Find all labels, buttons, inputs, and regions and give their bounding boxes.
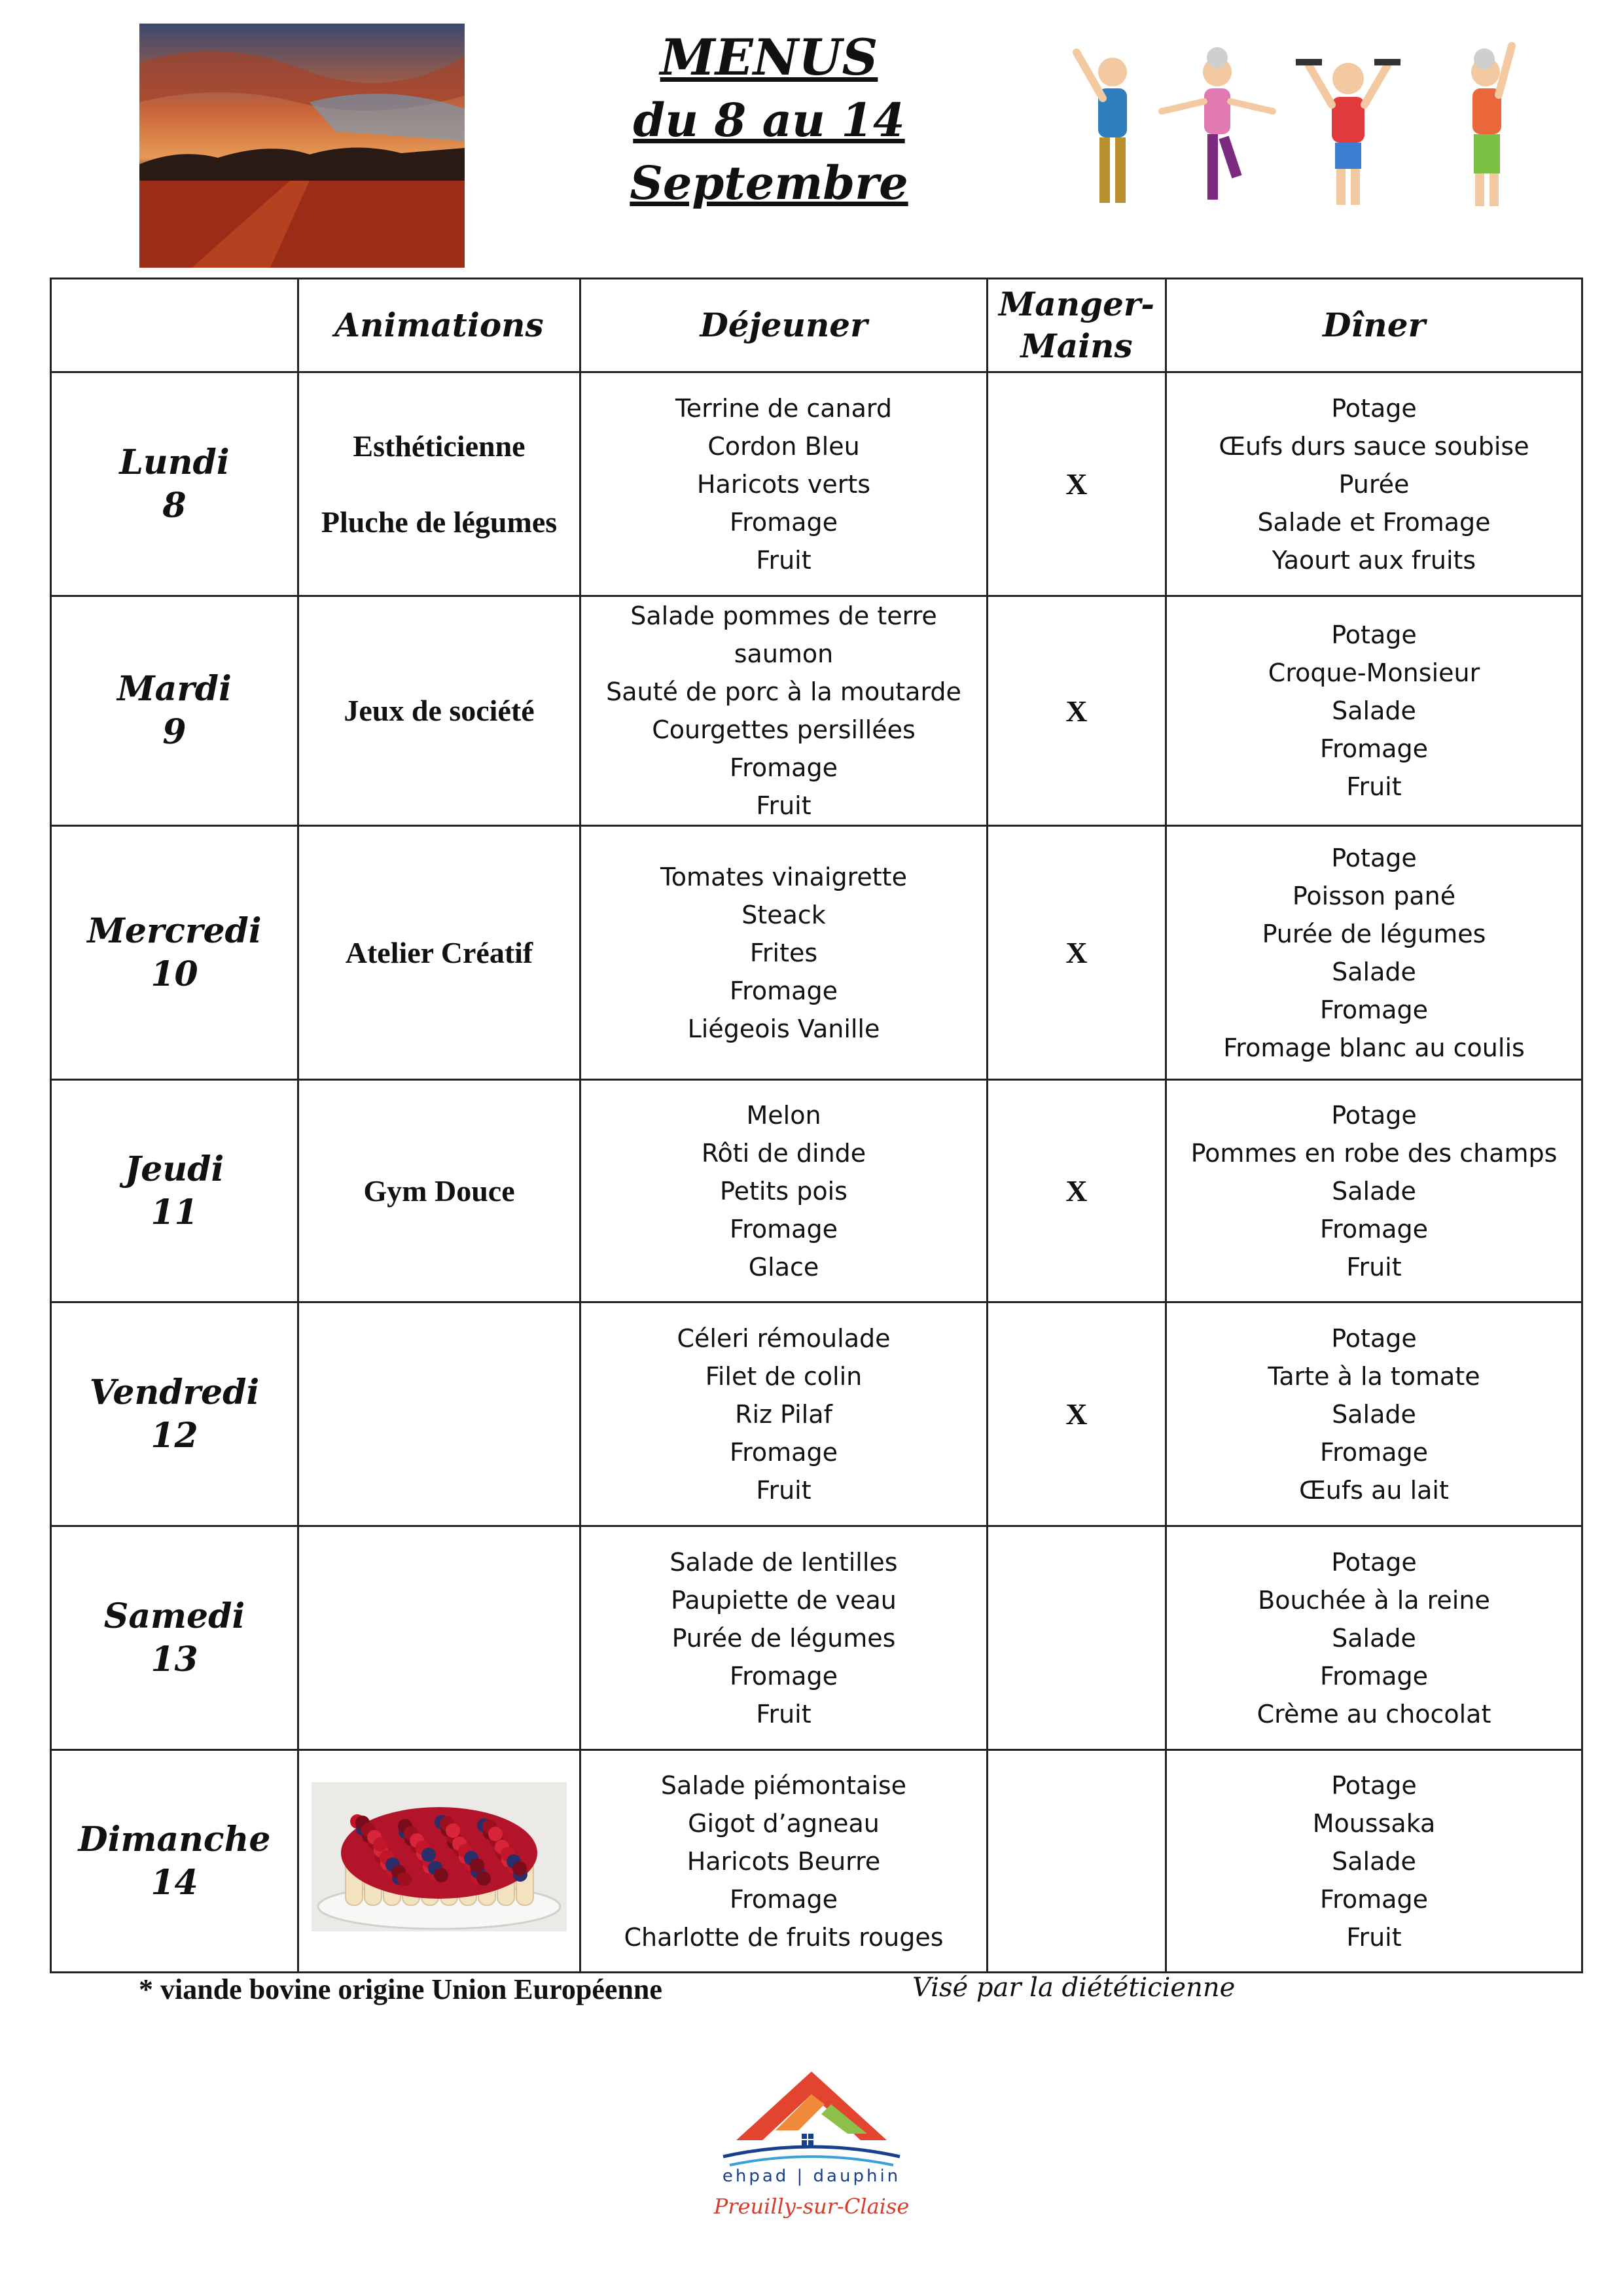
diner-dish: Crème au chocolat: [1257, 1699, 1491, 1729]
animation-spacer: [299, 465, 579, 503]
dejeuner-dish: Salade pommes de terre: [630, 601, 937, 630]
dejeuner-dish: Fromage: [730, 753, 838, 782]
day-name: Samedi: [103, 1596, 245, 1636]
day-row: [51, 596, 1582, 826]
dejeuner-cell: [580, 1526, 988, 1750]
dejeuner-dish: saumon: [734, 639, 834, 668]
diner-dish: Fromage blanc au coulis: [1223, 1033, 1525, 1062]
dejeuner-dish: Fromage: [730, 976, 838, 1005]
diner-dish: Salade: [1332, 1623, 1416, 1653]
title-line2: du 8 au 14 Septembre: [630, 93, 908, 210]
dejeuner-dish: Fruit: [756, 1475, 812, 1505]
table-header-row: [51, 279, 1582, 372]
day-row: [51, 826, 1582, 1080]
dejeuner-dish: Glace: [748, 1252, 819, 1282]
dejeuner-dish: Salade piémontaise: [660, 1770, 907, 1800]
dejeuner-dish: Rôti de dinde: [701, 1138, 866, 1168]
dejeuner-dish: Sauté de porc à la moutarde: [606, 677, 961, 706]
dejeuner-dish: Fromage: [730, 1884, 838, 1914]
dejeuner-dish: Fruit: [756, 1699, 812, 1729]
diner-dish: Fromage: [1320, 1884, 1428, 1914]
dejeuner-dish: Cordon Bleu: [707, 431, 860, 461]
diner-dish: Salade: [1332, 696, 1416, 725]
dejeuner-dish: Céleri rémoulade: [677, 1323, 891, 1353]
diner-dish: Salade: [1332, 1846, 1416, 1876]
diner-dish: Œufs au lait: [1299, 1475, 1449, 1505]
dejeuner-dish: Riz Pilaf: [735, 1399, 832, 1429]
diner-dish: Fromage: [1320, 995, 1428, 1024]
diner-cell: [1166, 826, 1582, 1080]
header-animations: Animations: [298, 279, 580, 372]
diner-dish: Potage: [1331, 1547, 1417, 1577]
diner-dish: Purée de légumes: [1262, 919, 1486, 948]
dejeuner-dish: Steack: [741, 900, 826, 929]
senior-dumbbells-icon: [1296, 59, 1400, 205]
day-name: Jeudi: [124, 1149, 224, 1189]
dejeuner-dish: Paupiette de veau: [671, 1585, 897, 1615]
day-name: Mardi: [117, 669, 232, 709]
animations-cell: [298, 596, 580, 826]
manger-mains-mark: X: [1065, 1174, 1088, 1208]
manger-mains-cell: [988, 1080, 1166, 1302]
diner-cell: [1166, 1750, 1582, 1973]
animations-cell: [298, 1526, 580, 1750]
manger-mains-mark: X: [1065, 694, 1088, 728]
dejeuner-dish: Tomates vinaigrette: [660, 862, 907, 891]
diner-dish: Potage: [1331, 620, 1417, 649]
day-row: [51, 1302, 1582, 1526]
diner-dish: Potage: [1331, 843, 1417, 872]
animations-cell: [298, 372, 580, 596]
day-cell: [51, 1080, 298, 1302]
diner-cell: [1166, 1526, 1582, 1750]
menu-title: [497, 26, 1041, 215]
diner-dish: Fromage: [1320, 1214, 1428, 1244]
dejeuner-dish: Courgettes persillées: [652, 715, 916, 744]
day-row: [51, 1526, 1582, 1750]
day-name: Mercredi: [87, 910, 262, 951]
manger-mains-cell: [988, 1750, 1166, 1973]
day-name: Dimanche: [78, 1819, 271, 1859]
animation-item: Esthéticienne: [353, 429, 526, 463]
manger-mains-cell: [988, 826, 1166, 1080]
diner-cell: [1166, 596, 1582, 826]
day-row: [51, 1750, 1582, 1973]
dejeuner-dish: Purée de légumes: [671, 1623, 896, 1653]
manger-mains-cell: [988, 1526, 1166, 1750]
animations-cell: [298, 826, 580, 1080]
diner-cell: [1166, 1302, 1582, 1526]
animations-cell: [298, 1080, 580, 1302]
dejeuner-dish: Salade de lentilles: [669, 1547, 898, 1577]
animation-item: Gym Douce: [363, 1174, 515, 1208]
dejeuner-dish: Melon: [746, 1100, 821, 1130]
dejeuner-dish: Haricots verts: [696, 469, 871, 499]
diner-dish: Yaourt aux fruits: [1272, 545, 1476, 575]
diner-dish: Fromage: [1320, 1437, 1428, 1467]
diner-dish: Poisson pané: [1292, 881, 1456, 910]
header-diner: Dîner: [1166, 279, 1582, 372]
diner-dish: Fruit: [1346, 1252, 1402, 1282]
dejeuner-cell: [580, 826, 988, 1080]
day-row: [51, 1080, 1582, 1302]
day-cell: [51, 1750, 298, 1973]
manger-mains-mark: X: [1065, 936, 1088, 969]
senior-stretching-icon: [1077, 52, 1127, 203]
animation-item: Jeux de société: [344, 694, 535, 727]
day-number: 8: [162, 485, 187, 526]
dejeuner-dish: Fromage: [730, 1661, 838, 1691]
day-number: 10: [151, 954, 198, 994]
diner-dish: Salade: [1332, 1176, 1416, 1206]
dejeuner-dish: Charlotte de fruits rouges: [624, 1922, 944, 1952]
dejeuner-dish: Terrine de canard: [675, 393, 892, 423]
diner-dish: Potage: [1331, 1100, 1417, 1130]
dejeuner-dish: Fromage: [730, 507, 838, 537]
day-name: Vendredi: [89, 1372, 260, 1412]
diner-cell: [1166, 372, 1582, 596]
day-cell: [51, 1302, 298, 1526]
dejeuner-dish: Petits pois: [720, 1176, 847, 1206]
weekly-menu-table: [50, 278, 1583, 1973]
manger-mains-cell: [988, 1302, 1166, 1526]
diner-dish: Tarte à la tomate: [1268, 1361, 1480, 1391]
logo-town: Preuilly-sur-Claise: [713, 2194, 910, 2219]
day-number: 12: [151, 1415, 198, 1456]
day-number: 9: [162, 712, 187, 752]
diner-dish: Salade: [1332, 957, 1416, 986]
diner-dish: Potage: [1331, 393, 1417, 423]
diner-dish: Fruit: [1346, 1922, 1402, 1952]
day-number: 14: [151, 1862, 198, 1903]
day-cell: [51, 1526, 298, 1750]
diner-dish: Pommes en robe des champs: [1190, 1138, 1558, 1168]
day-number: 13: [151, 1639, 198, 1679]
senior-side-stretch-icon: [1471, 46, 1512, 206]
diner-dish: Fruit: [1346, 772, 1402, 801]
dejeuner-cell: [580, 1080, 988, 1302]
charlotte-cake-photo: [312, 1782, 567, 1931]
day-cell: [51, 596, 298, 826]
day-row: [51, 372, 1582, 596]
diner-dish: Croque-Monsieur: [1268, 658, 1480, 687]
diner-dish: Potage: [1331, 1770, 1417, 1800]
dejeuner-dish: Liégeois Vanille: [687, 1014, 880, 1043]
day-cell: [51, 372, 298, 596]
header-dejeuner: Déjeuner: [580, 279, 988, 372]
dejeuner-dish: Filet de colin: [705, 1361, 863, 1391]
diner-dish: Fromage: [1320, 734, 1428, 763]
day-number: 11: [151, 1192, 198, 1232]
footer-beef-origin-note: * viande bovine origine Union Européenne: [139, 1973, 662, 2005]
day-cell: [51, 826, 298, 1080]
dejeuner-dish: Haricots Beurre: [687, 1846, 881, 1876]
animation-item: Pluche de légumes: [321, 505, 558, 539]
diner-dish: Fromage: [1320, 1661, 1428, 1691]
dejeuner-dish: Frites: [749, 938, 818, 967]
dejeuner-cell: [580, 596, 988, 826]
diner-cell: [1166, 1080, 1582, 1302]
header-manger-mains: [988, 279, 1166, 372]
manger-mains-cell: [988, 372, 1166, 596]
animations-cell: [298, 1750, 580, 1973]
header-manger-mains-line2: Mains: [1020, 327, 1133, 365]
header-sunset-photo: [139, 24, 465, 268]
dejeuner-cell: [580, 372, 988, 596]
dejeuner-dish: Fromage: [730, 1437, 838, 1467]
dejeuner-dish: Gigot d’agneau: [688, 1808, 880, 1838]
dejeuner-cell: [580, 1750, 988, 1973]
diner-dish: Bouchée à la reine: [1258, 1585, 1490, 1615]
exercising-seniors-illustration: [1041, 39, 1564, 219]
manger-mains-cell: [988, 596, 1166, 826]
diner-dish: Purée: [1338, 469, 1410, 499]
dejeuner-dish: Fromage: [730, 1214, 838, 1244]
diner-dish: Œufs durs sauce soubise: [1219, 431, 1529, 461]
header-manger-mains-line1: Manger-: [999, 285, 1154, 323]
animations-cell: [298, 1302, 580, 1526]
dejeuner-cell: [580, 1302, 988, 1526]
diner-dish: Moussaka: [1312, 1808, 1436, 1838]
manger-mains-mark: X: [1065, 1397, 1088, 1431]
dejeuner-dish: Fruit: [756, 791, 812, 820]
diner-dish: Potage: [1331, 1323, 1417, 1353]
day-name: Lundi: [119, 442, 230, 482]
senior-balance-icon: [1162, 47, 1273, 200]
diner-dish: Salade: [1332, 1399, 1416, 1429]
header-empty: [51, 279, 298, 372]
footer-dietitian-note: Visé par la diététicienne: [912, 1973, 1236, 2003]
title-line1: MENUS: [660, 28, 878, 86]
logo-name: ehpad | dauphin: [722, 2166, 901, 2186]
dejeuner-dish: Fruit: [756, 545, 812, 575]
manger-mains-mark: X: [1065, 467, 1088, 501]
animation-item: Atelier Créatif: [345, 935, 533, 969]
diner-dish: Salade et Fromage: [1257, 507, 1491, 537]
